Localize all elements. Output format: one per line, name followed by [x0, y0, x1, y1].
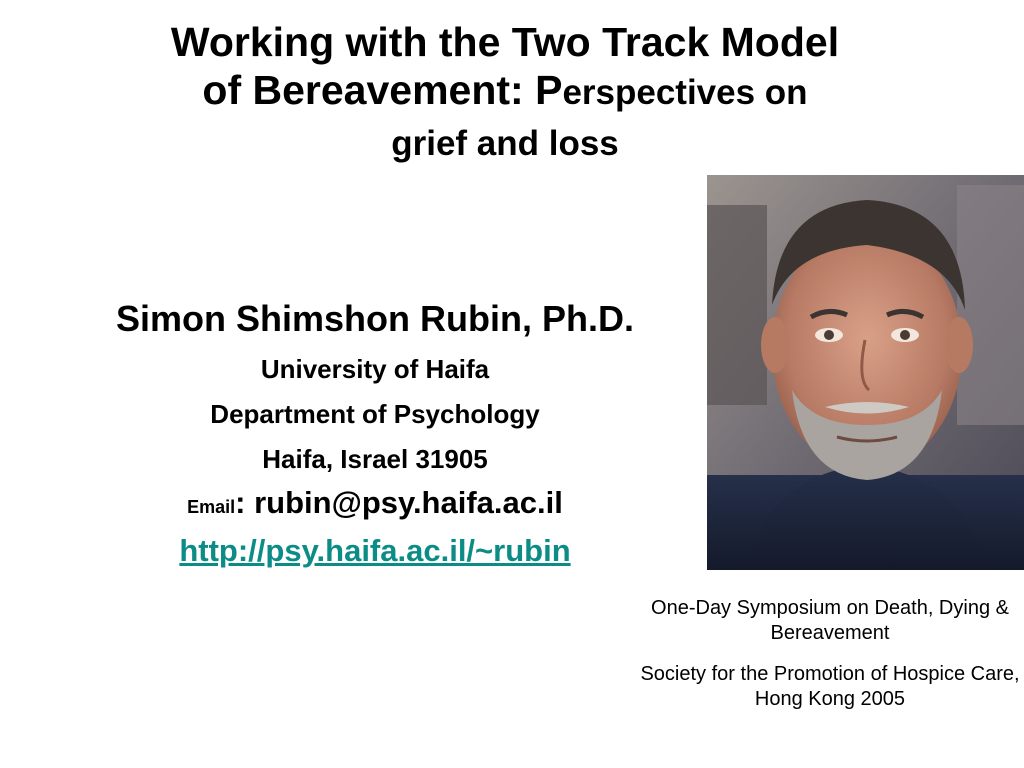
slide-title [60, 18, 950, 164]
email-label: Email [187, 497, 236, 517]
caption-event: One-Day Symposium on Death, Dying & Bereavement [651, 597, 1009, 644]
title-line-1: Working with the Two Track Model [170, 19, 840, 65]
portrait-photo [707, 175, 1024, 570]
author-name: Simon Shimshon Rubin, Ph.D. [116, 298, 634, 339]
title-line-2-small: erspectives on [562, 73, 808, 113]
title-line-2-main: of Bereavement: P [202, 67, 563, 114]
author-department: Department of Psychology [210, 399, 540, 429]
author-university: University of Haifa [260, 354, 490, 384]
author-homepage-link[interactable]: http://psy.haifa.ac.il/~rubin [179, 533, 571, 568]
event-caption [640, 596, 1020, 712]
author-email [40, 485, 710, 521]
author-address: Haifa, Israel 31905 [262, 444, 488, 474]
email-value: : rubin@psy.haifa.ac.il [235, 485, 563, 520]
caption-organizer: Society for the Promotion of Hospice Care, Hong Kong 2005 [640, 663, 1020, 710]
author-block [40, 298, 710, 569]
portrait-image [707, 175, 1024, 570]
title-line-3: grief and loss [391, 123, 619, 163]
title-line-2 [60, 66, 950, 114]
